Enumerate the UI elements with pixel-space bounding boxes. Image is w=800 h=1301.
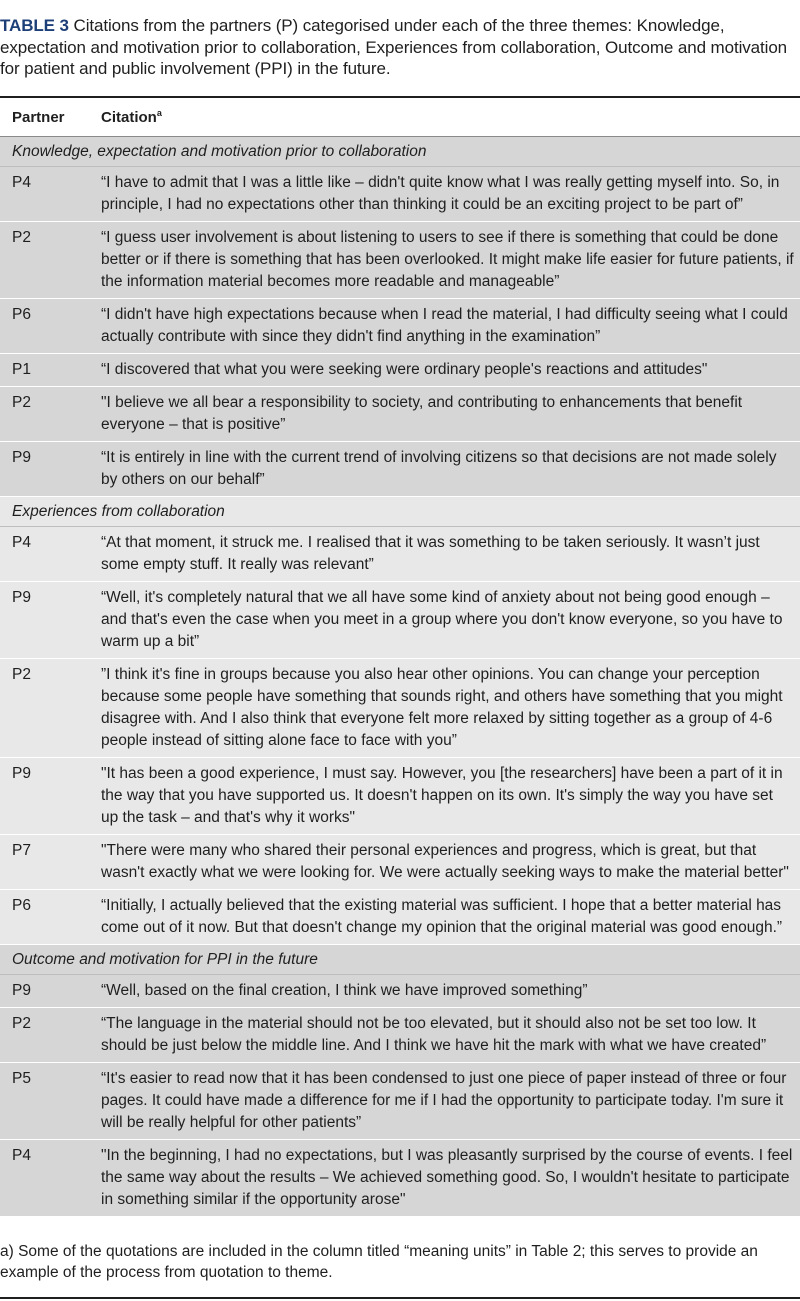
header-citation <box>89 98 800 137</box>
citation-cell: “The language in the material should not be too elevated, but it should also not be set too low. It should be just below the middle line. And I think we have hit the mark with what we have created” <box>89 1008 800 1063</box>
partner-cell: P5 <box>0 1063 89 1140</box>
table-row <box>0 167 800 222</box>
partner-cell: P9 <box>0 975 89 1008</box>
partner-cell: P4 <box>0 527 89 582</box>
section-header-row <box>0 137 800 167</box>
citation-cell: “I discovered that what you were seeking were ordinary people's reactions and attitudes" <box>89 354 800 387</box>
citation-cell: “I guess user involvement is about listening to users to see if there is something that could be done better or if there is something that has been overlooked. It might make life easier for future patients, if the information material becomes more readable and manageable” <box>89 222 800 299</box>
citation-cell: “It is entirely in line with the current trend of involving citizens so that decisions are not made solely by others on our behalf” <box>89 442 800 497</box>
section-header-row <box>0 497 800 527</box>
table-row <box>0 387 800 442</box>
table-row <box>0 442 800 497</box>
citations-table <box>0 98 800 1217</box>
caption-text: Citations from the partners (P) categorised under each of the three themes: Knowledge, expectation and motivation prior to collaboration, Experiences from collaboration, Outcome and motivation for patient and public involvement (PPI) in the future. <box>0 16 788 79</box>
partner-cell: P9 <box>0 442 89 497</box>
table-row <box>0 890 800 945</box>
table-footnote: a) Some of the quotations are included in the column titled “meaning units” in Table 2; this serves to provide an example of the process from quotation to theme. <box>0 1243 758 1281</box>
partner-cell: P2 <box>0 1008 89 1063</box>
citation-cell: "In the beginning, I had no expectations, but I was pleasantly surprised by the course of events. I feel the same way about the results – We achieved something good. So, I wouldn't hesitate to participate in something similar if the opportunity arose" <box>89 1140 800 1217</box>
table-row <box>0 222 800 299</box>
citation-cell: “Well, based on the final creation, I think we have improved something” <box>89 975 800 1008</box>
table-row <box>0 299 800 354</box>
citation-cell: “I have to admit that I was a little like – didn't quite know what I was really getting myself into. So, in principle, I had no expectations other than thinking it could be an exciting project to be part of” <box>89 167 800 222</box>
section-title: Knowledge, expectation and motivation prior to collaboration <box>0 137 800 167</box>
table-row <box>0 975 800 1008</box>
partner-cell: P1 <box>0 354 89 387</box>
partner-cell: P9 <box>0 582 89 659</box>
table-row <box>0 1008 800 1063</box>
section-title: Experiences from collaboration <box>0 497 800 527</box>
table-row <box>0 659 800 758</box>
citation-cell: "It has been a good experience, I must say. However, you [the researchers] have been a part of it in the way that you have supported us. It doesn't happen on its own. It's simply the way you have set up the task – and that's why it works" <box>89 758 800 835</box>
partner-cell: P7 <box>0 835 89 890</box>
citation-cell: ”I think it's fine in groups because you also hear other opinions. You can change your perception because some people have something that sounds right, and others have something that you might disagree with. And I also think that everyone felt more relaxed by sitting together as a group of 4-6 people instead of sitting alone face to face with you” <box>89 659 800 758</box>
table-row <box>0 527 800 582</box>
table-body <box>0 137 800 1217</box>
table-label: TABLE 3 <box>0 16 69 35</box>
table-caption <box>0 15 800 80</box>
partner-cell: P2 <box>0 387 89 442</box>
partner-cell: P4 <box>0 1140 89 1217</box>
citation-cell: "I believe we all bear a responsibility to society, and contributing to enhancements that benefit everyone – that is positive” <box>89 387 800 442</box>
header-row <box>0 98 800 137</box>
citation-cell: “It's easier to read now that it has been condensed to just one piece of paper instead of three or four pages. It could have made a difference for me if I had the opportunity to participate today. I'm sure it will be really helpful for other patients” <box>89 1063 800 1140</box>
citation-cell: “Initially, I actually believed that the existing material was sufficient. I hope that a better material has come out of it now. But that doesn't change my opinion that the original material was good enough.” <box>89 890 800 945</box>
table-row <box>0 835 800 890</box>
header-partner: Partner <box>0 98 89 137</box>
partner-cell: P6 <box>0 299 89 354</box>
table-row <box>0 758 800 835</box>
table-row <box>0 1140 800 1217</box>
partner-cell: P2 <box>0 222 89 299</box>
partner-cell: P9 <box>0 758 89 835</box>
section-title: Outcome and motivation for PPI in the future <box>0 945 800 975</box>
citation-cell: "There were many who shared their personal experiences and progress, which is great, but that wasn't exactly what we were looking for. We were actually seeking ways to make the material better" <box>89 835 800 890</box>
citation-cell: “Well, it's completely natural that we all have some kind of anxiety about not being good enough – and that's even the case when you meet in a group where you don't know everyone, so you have to warm up a bit” <box>89 582 800 659</box>
partner-cell: P2 <box>0 659 89 758</box>
citation-cell: “At that moment, it struck me. I realised that it was something to be taken seriously. It wasn’t just some empty stuff. It really was relevant” <box>89 527 800 582</box>
header-citation-footnote-mark: a <box>156 108 162 118</box>
partner-cell: P4 <box>0 167 89 222</box>
partner-cell: P6 <box>0 890 89 945</box>
table-row <box>0 582 800 659</box>
bottom-rule <box>0 1297 800 1299</box>
table-row <box>0 1063 800 1140</box>
citation-cell: “I didn't have high expectations because when I read the material, I had difficulty seeing what I could actually contribute with since they didn't find anything in the examination” <box>89 299 800 354</box>
section-header-row <box>0 945 800 975</box>
header-citation-label: Citation <box>101 109 157 126</box>
table-row <box>0 354 800 387</box>
